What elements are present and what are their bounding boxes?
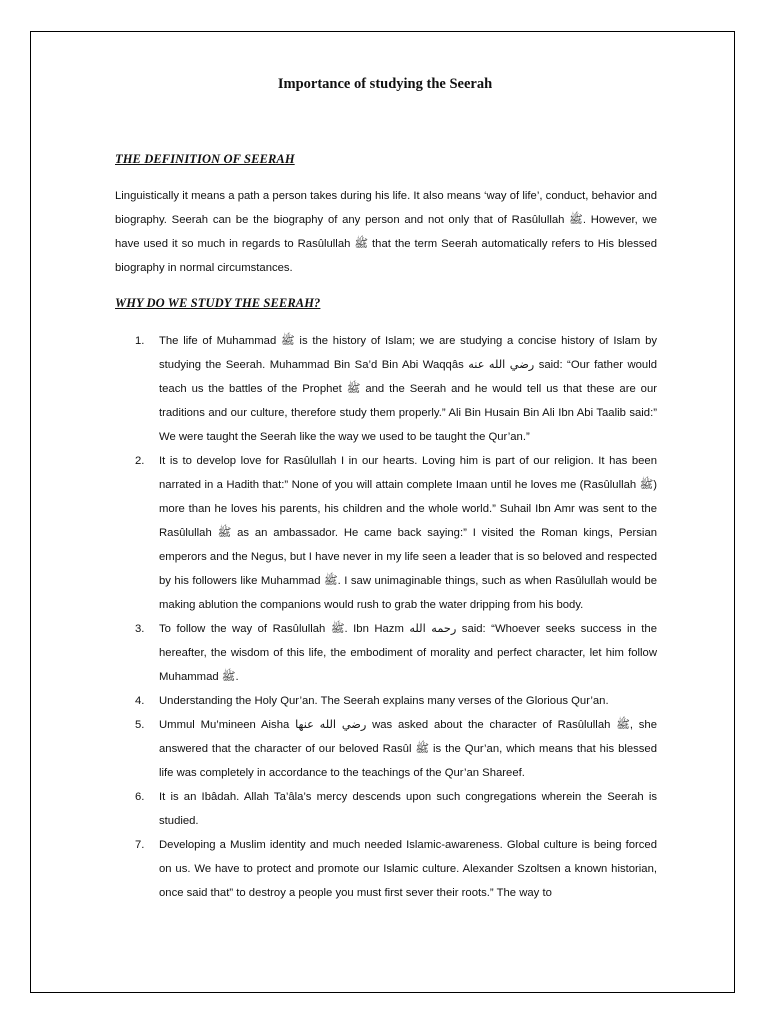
list-item	[115, 833, 657, 905]
list-item-number: 2.	[135, 455, 145, 467]
list-item	[115, 689, 657, 713]
intro-paragraph: Linguistically it means a path a person takes during his life. It also means ‘way of life’, conduct, behavior and biography. Seerah can be the biography of any person and not only that of Rasûlullah ﷺ. However, we have used it so much in regards to Rasûlullah ﷺ that the term Seerah automatically refers to His blessed biography in normal circumstances.	[115, 190, 657, 274]
document-page	[30, 31, 735, 993]
list-item-number: 5.	[135, 719, 145, 731]
document-title: Importance of studying the Seerah	[277, 76, 493, 92]
list-item-text: Ummul Mu’mineen Aisha رضي الله عنها was asked about the character of Rasûlullah ﷺ, she answered that the character of our beloved Rasûl ﷺ is the Qur’an, which means that his blessed life was completely in accordance to the teachings of the Qur’an Shareef.	[159, 719, 658, 779]
list-item-text: The life of Muhammad ﷺ is the history of Islam; we are studying a concise history of Islam by studying the Seerah. Muhammad Bin Sa’d Bin Abi Waqqâs رضي الله عنه said: “Our father would teach us the battles of the Prophet ﷺ and the Seerah and he would tell us that these are our traditions and our culture, therefore study them properly.” Ali Bin Husain Bin Ali Ibn Abi Taalib said:” We were taught the Seerah like the way we used to be taught the Qur’an.”	[159, 335, 658, 443]
list-item-text: It is to develop love for Rasûlullah I in our hearts. Loving him is part of our religion. It has been narrated in a Hadith that:” None of you will attain complete Imaan until he loves me (Rasûlullah ﷺ) more than he loves his parents, his children and the whole world.” Suhail Ibn Amr was sent to the Rasûlullah ﷺ as an ambassador. He came back saying:” I visited the Roman kings, Persian emperors and the Negus, but I have never in my life seen a leader that is so beloved and respected by his followers like Muhammad ﷺ. I saw unimaginable things, such as when Rasûlullah would be making ablution the companions would rush to grab the water dripping from his body.	[159, 455, 658, 611]
list-item-number: 6.	[135, 791, 145, 803]
list-item	[115, 449, 657, 617]
list-item	[115, 713, 657, 785]
list-item-text: Developing a Muslim identity and much needed Islamic-awareness. Global culture is being forced on us. We have to protect and promote our Islamic culture. Alexander Szoltsen a known historian, once said that” to destroy a people you must first sever their roots.” The way to	[159, 839, 657, 899]
list-item-text: It is an Ibâdah. Allah Ta’âla’s mercy descends upon such congregations wherein the Seerah is studied.	[159, 791, 657, 827]
list-item	[115, 617, 657, 689]
list-item	[115, 329, 657, 449]
section-heading-why-study: WHY DO WE STUDY THE SEERAH?	[115, 296, 321, 310]
list-item-number: 1.	[135, 335, 145, 347]
list-item-number: 3.	[135, 623, 145, 635]
list-item-number: 4.	[135, 695, 145, 707]
list-item-text: Understanding the Holy Qur’an. The Seerah explains many verses of the Glorious Qur’an.	[159, 695, 609, 707]
list-item-text: To follow the way of Rasûlullah ﷺ. Ibn Hazm رحمه الله said: “Whoever seeks success in the hereafter, the wisdom of this life, the embodiment of morality and perfect character, let him follow Muhammad ﷺ.	[159, 623, 657, 683]
section-heading-definition: THE DEFINITION OF SEERAH	[115, 152, 295, 166]
list-item-number: 7.	[135, 839, 145, 851]
list-item	[115, 785, 657, 833]
reasons-list	[115, 329, 657, 905]
